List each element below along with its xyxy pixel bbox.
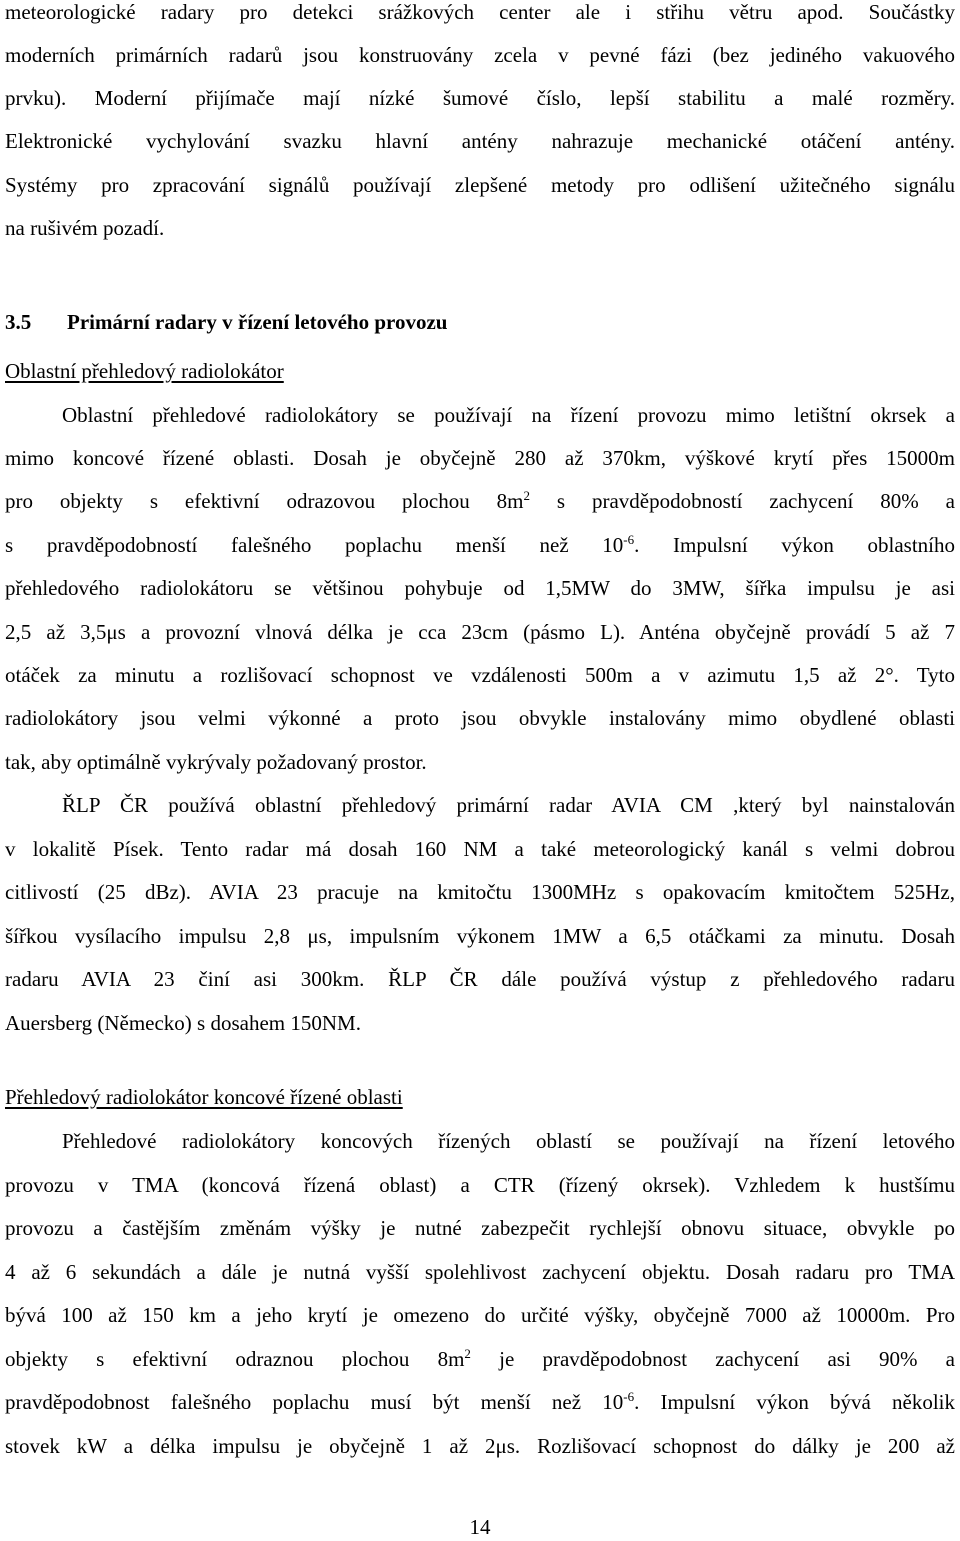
superscript: -6 — [623, 532, 635, 547]
text-span: . Impulsní výkon bývá několik — [634, 1390, 955, 1414]
text-line: tak, aby optimálně vykrývaly požadovaný prostor. — [5, 750, 427, 774]
text-line: radaru AVIA 23 činí asi 300km. ŘLP ČR dále používá výstup z přehledového radaru — [5, 967, 955, 991]
text-line: Systémy pro zpracování signálů používají zlepšené metody pro odlišení užitečného signálu — [5, 173, 955, 197]
text-line: ŘLP ČR používá oblastní přehledový primární radar AVIA CM ,který byl nainstalován — [62, 793, 955, 817]
text-line: na rušivém pozadí. — [5, 216, 165, 240]
subheading-text: Oblastní přehledový radiolokátor — [5, 359, 284, 383]
text-line — [5, 531, 955, 559]
text-line — [5, 1345, 955, 1373]
text-span: . Impulsní výkon oblastního — [634, 533, 956, 557]
text-line: radiolokátory jsou velmi výkonné a proto jsou obvykle instalovány mimo obydlené oblasti — [5, 706, 955, 730]
subheading — [5, 1083, 955, 1111]
text-line: citlivostí (25 dBz). AVIA 23 pracuje na kmitočtu 1300MHz s opakovacím kmitočtem 525Hz, — [5, 880, 955, 904]
text-line: v lokalitě Písek. Tento radar má dosah 160 NM a také meteorologický kanál s velmi dobrou — [5, 837, 955, 861]
text-line: stovek kW a délka impulsu je obyčejně 1 až 2μs. Rozlišovací schopnost do dálky je 200 až — [5, 1434, 955, 1458]
superscript: -6 — [623, 1389, 635, 1404]
section-title: Primární radary v řízení letového provozu — [67, 310, 448, 334]
superscript: 2 — [523, 488, 530, 503]
subheading-text: Přehledový radiolokátor koncové řízené oblasti — [5, 1085, 403, 1109]
text-line: moderních primárních radarů jsou konstruovány zcela v pevné fázi (bez jediného vakuového — [5, 43, 955, 67]
text-line: Oblastní přehledové radiolokátory se používají na řízení provozu mimo letištní okrsek a — [62, 403, 955, 427]
text-span: objekty s efektivní odraznou plochou 8m — [5, 1347, 465, 1371]
section-number: 3.5 — [5, 310, 32, 334]
text-line: Přehledové radiolokátory koncových řízených oblastí se používají na řízení letového — [62, 1129, 955, 1153]
superscript: 2 — [464, 1346, 471, 1361]
text-line: 2,5 až 3,5μs a provozní vlnová délka je cca 23cm (pásmo L). Anténa obyčejně provádí 5 až 7 — [5, 620, 955, 644]
text-span: pro objekty s efektivní odrazovou plochou 8m — [5, 489, 524, 513]
text-line: Auersberg (Německo) s dosahem 150NM. — [5, 1011, 361, 1035]
text-line — [5, 487, 955, 515]
text-line: 4 až 6 sekundách a dále je nutná vyšší spolehlivost zachycení objektu. Dosah radaru pro TMA — [5, 1260, 955, 1284]
text-span: pravděpodobnost falešného poplachu musí být menší než 10 — [5, 1390, 624, 1414]
text-line: provozu a častějším změnám výšky je nutné zabezpečit rychlejší obnovu situace, obvykle po — [5, 1216, 955, 1240]
text-span: s pravděpodobností falešného poplachu menší než 10 — [5, 533, 624, 557]
text-line: přehledového radiolokátoru se většinou pohybuje od 1,5MW do 3MW, šířka impulsu je asi — [5, 576, 955, 600]
text-line: bývá 100 až 150 km a jeho krytí je omezeno do určité výšky, obyčejně 7000 až 10000m. Pro — [5, 1303, 955, 1327]
text-line: meteorologické radary pro detekci srážkových center ale i střihu větru apod. Součástky — [5, 0, 955, 24]
text-line: provozu v TMA (koncová řízená oblast) a CTR (řízený okrsek). Vzhledem k hustšímu — [5, 1173, 955, 1197]
section-heading — [5, 308, 955, 336]
text-span: je pravděpodobnost zachycení asi 90% a — [470, 1347, 955, 1371]
subheading — [5, 357, 955, 385]
page-number: 14 — [469, 1515, 491, 1539]
text-line: Elektronické vychylování svazku hlavní antény nahrazuje mechanické otáčení antény. — [5, 129, 955, 153]
text-line: mimo koncové řízené oblasti. Dosah je obyčejně 280 až 370km, výškové krytí přes 15000m — [5, 446, 955, 470]
text-line: otáček za minutu a rozlišovací schopnost ve vzdálenosti 500m a v azimutu 1,5 až 2°. Tyto — [5, 663, 955, 687]
text-span: s pravděpodobností zachycení 80% a — [529, 489, 955, 513]
text-line: prvku). Moderní přijímače mají nízké šumové číslo, lepší stabilitu a malé rozměry. — [5, 86, 955, 110]
text-line: šířkou vysílacího impulsu 2,8 μs, impulsním výkonem 1MW a 6,5 otáčkami za minutu. Dosah — [5, 924, 955, 948]
text-line — [5, 1388, 955, 1416]
